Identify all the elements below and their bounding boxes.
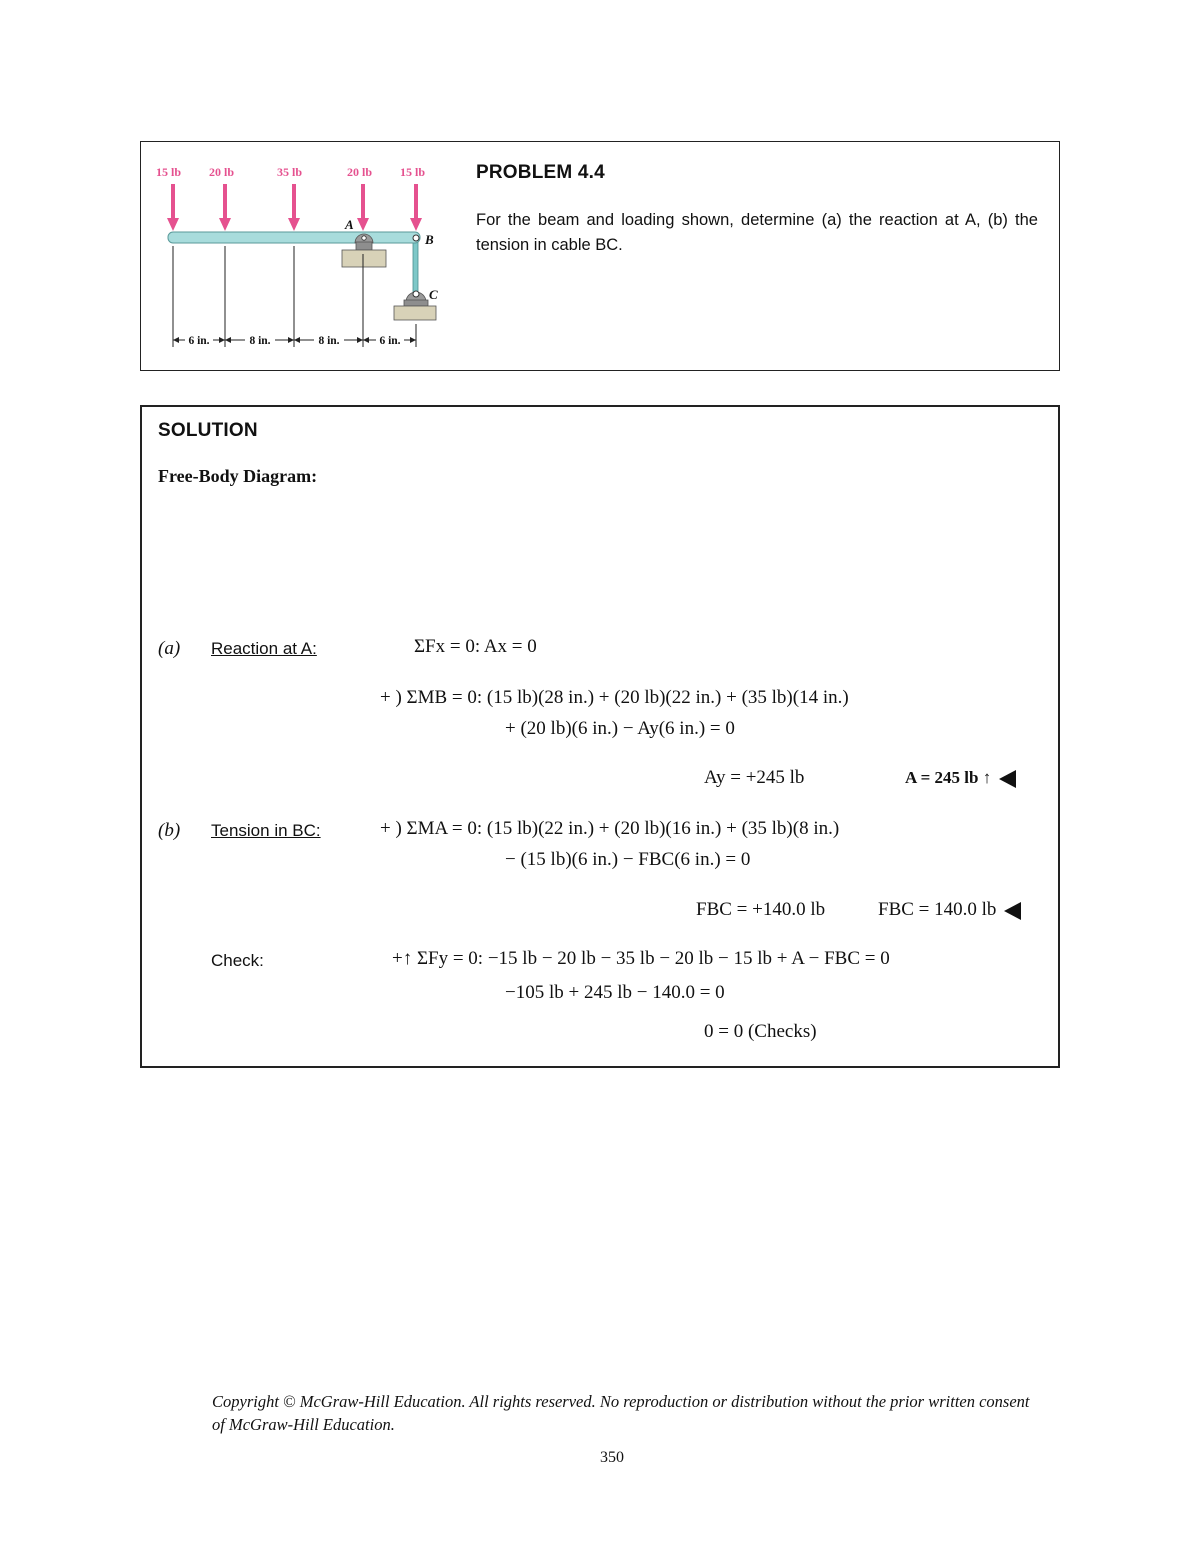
load-arrow-4 <box>357 184 369 231</box>
problem-title: PROBLEM 4.4 <box>476 162 605 183</box>
check-line3: 0 = 0 (Checks) <box>704 1021 817 1042</box>
load-arrow-2 <box>219 184 231 231</box>
load-arrow-5 <box>410 184 422 231</box>
part-b-answer: FBC = 140.0 lb <box>878 899 997 920</box>
check-label: Check: <box>211 951 264 970</box>
load-label-3: 35 lb <box>277 165 303 179</box>
problem-statement: For the beam and loading shown, determine (a) the reaction at A, (b) the tension in cable BC. <box>476 211 1038 254</box>
part-b-result: FBC = +140.0 lb <box>696 899 826 920</box>
part-a-eq2-line2: + (20 lb)(6 in.) − Ay(6 in.) = 0 <box>505 718 735 739</box>
beam <box>168 232 420 243</box>
part-a-answer: A = 245 lb ↑ <box>905 768 992 787</box>
load-arrow-3 <box>288 184 300 231</box>
point-label-b: B <box>425 232 434 247</box>
part-b-eq1-line1: + ) ΣMA = 0: (15 lb)(22 in.) + (20 lb)(16 in.) + (35 lb)(8 in.) <box>380 818 840 839</box>
check-line2: −105 lb + 245 lb − 140.0 = 0 <box>505 982 725 1003</box>
part-a-result: Ay = +245 lb <box>704 767 805 788</box>
point-label-a: A <box>345 217 354 232</box>
load-label-5: 15 lb <box>400 165 426 179</box>
part-a-eq2-line1: + ) ΣMB = 0: (15 lb)(28 in.) + (20 lb)(22 in.) + (35 lb)(14 in.) <box>380 687 849 708</box>
part-a-answer-wrap <box>905 768 1016 788</box>
cable-bc <box>413 240 418 296</box>
check-line1: +↑ ΣFy = 0: −15 lb − 20 lb − 35 lb − 20 lb − 15 lb + A − FBC = 0 <box>392 948 890 969</box>
part-b-label: (b) <box>158 820 181 841</box>
copyright-notice: Copyright © McGraw-Hill Education. All rights reserved. No reproduction or distribution without the prior written consent of McGraw-Hill Education. <box>212 1392 1030 1434</box>
fbd-label: Free-Body Diagram: <box>158 466 318 486</box>
pin-b <box>413 235 419 241</box>
part-a-label: (a) <box>158 638 181 659</box>
dim-label-3: 8 in. <box>318 335 340 347</box>
beam-figure <box>148 154 448 359</box>
point-label-c: C <box>429 287 438 302</box>
part-b-heading: Tension in BC: <box>211 821 321 840</box>
solution-title: SOLUTION <box>158 420 258 441</box>
dim-label-2: 8 in. <box>249 335 271 347</box>
answer-marker-icon <box>999 770 1016 788</box>
load-label-2: 20 lb <box>209 165 235 179</box>
answer-marker-icon <box>1004 902 1021 920</box>
part-a-heading: Reaction at A: <box>211 639 317 658</box>
part-b-eq1-line2: − (15 lb)(6 in.) − FBC(6 in.) = 0 <box>505 849 751 870</box>
page-number: 350 <box>600 1449 624 1466</box>
load-label-1: 15 lb <box>156 165 182 179</box>
dim-label-1: 6 in. <box>188 335 210 347</box>
dim-label-4: 6 in. <box>379 335 401 347</box>
load-label-4: 20 lb <box>347 165 373 179</box>
load-arrow-1 <box>167 184 179 231</box>
part-b-answer-wrap <box>878 899 1021 921</box>
part-a-eq1: ΣFx = 0: Ax = 0 <box>414 636 537 657</box>
